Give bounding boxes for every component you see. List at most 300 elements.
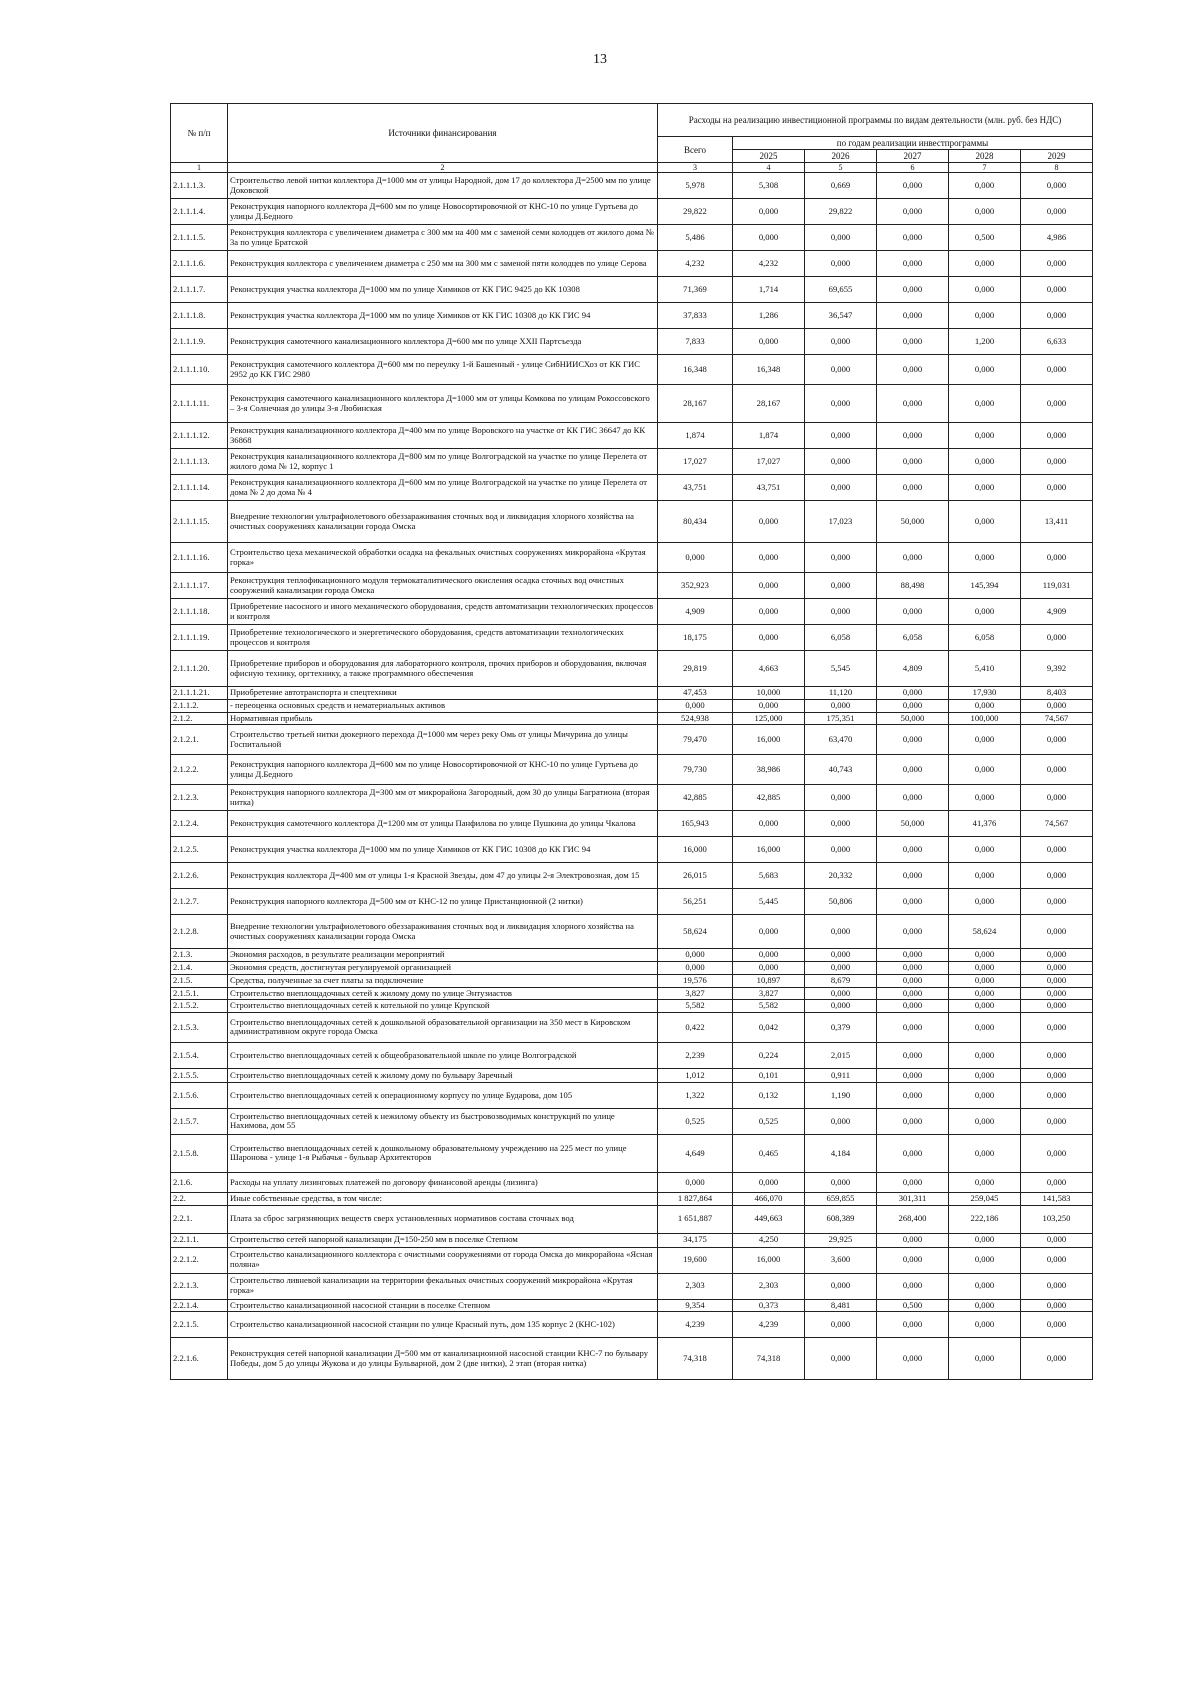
value-2025: 5,308	[733, 173, 805, 199]
value-2028: 100,000	[949, 712, 1021, 725]
financing-source: Реконструкция самотечного коллектора Д=1200 мм от улицы Панфилова по улице Пушкина до улицы Чкалова	[228, 811, 658, 837]
value-2028: 0,000	[949, 837, 1021, 863]
value-2027: 0,000	[877, 423, 949, 449]
row-number: 2.1.5.3.	[171, 1012, 228, 1042]
row-number: 2.1.5.	[171, 974, 228, 987]
column-index: 6	[877, 163, 949, 173]
value-2026: 8,481	[805, 1299, 877, 1312]
table-row	[171, 687, 1093, 700]
financing-source: Внедрение технологии ультрафиолетового обеззараживания сточных вод и ликвидация хлорного хозяйства на очистных сооружениях канализации города Омска	[228, 915, 658, 949]
value-2028: 0,000	[949, 1068, 1021, 1082]
value-2025: 4,663	[733, 651, 805, 687]
value-2027: 0,000	[877, 251, 949, 277]
value-2029: 0,000	[1021, 755, 1093, 785]
value-2027: 268,400	[877, 1205, 949, 1233]
value-2029: 0,000	[1021, 1299, 1093, 1312]
value-2026: 0,000	[805, 962, 877, 975]
table-row	[171, 987, 1093, 1000]
value-2027: 0,000	[877, 449, 949, 475]
value-2028: 17,930	[949, 687, 1021, 700]
table-row	[171, 1338, 1093, 1380]
value-2025: 17,027	[733, 449, 805, 475]
financing-source: Строительство внеплощадочных сетей к котельной по улице Крупской	[228, 1000, 658, 1013]
value-2025: 10,897	[733, 974, 805, 987]
value-2026: 0,000	[805, 1000, 877, 1013]
table-row	[171, 1172, 1093, 1192]
financing-source: Строительство левой нитки коллектора Д=1000 мм от улицы Народной, дом 17 до коллектора Д=2500 мм по улице Доковской	[228, 173, 658, 199]
total-value: 0,000	[658, 962, 733, 975]
table-row	[171, 251, 1093, 277]
value-2029: 0,000	[1021, 1012, 1093, 1042]
value-2028: 0,000	[949, 423, 1021, 449]
value-2028: 58,624	[949, 915, 1021, 949]
value-2027: 0,000	[877, 1172, 949, 1192]
row-number: 2.1.6.	[171, 1172, 228, 1192]
value-2027: 0,000	[877, 599, 949, 625]
table-row	[171, 385, 1093, 423]
value-2025: 0,132	[733, 1082, 805, 1108]
total-value: 5,486	[658, 225, 733, 251]
value-2025: 0,101	[733, 1068, 805, 1082]
value-2027: 0,000	[877, 687, 949, 700]
value-2029: 4,909	[1021, 599, 1093, 625]
year-header: 2027	[877, 150, 949, 163]
total-value: 37,833	[658, 303, 733, 329]
total-value: 79,470	[658, 725, 733, 755]
table-row	[171, 651, 1093, 687]
value-2028: 0,000	[949, 1108, 1021, 1134]
value-2029: 0,000	[1021, 700, 1093, 713]
financing-source: Реконструкция коллектора с увеличением диаметра с 300 мм на 400 мм с заменой семи колодцев от жилого дома № 3а по улице Братской	[228, 225, 658, 251]
table-header	[171, 104, 1093, 173]
value-2028: 0,000	[949, 1312, 1021, 1338]
value-2026: 20,332	[805, 863, 877, 889]
column-index: 3	[658, 163, 733, 173]
value-2029: 0,000	[1021, 1134, 1093, 1172]
years-group-header: по годам реализации инвестпрограммы	[733, 137, 1093, 150]
value-2029: 0,000	[1021, 889, 1093, 915]
value-2026: 4,184	[805, 1134, 877, 1172]
value-2025: 0,224	[733, 1042, 805, 1068]
total-value: 352,923	[658, 573, 733, 599]
table-row	[171, 625, 1093, 651]
value-2028: 6,058	[949, 625, 1021, 651]
table-row	[171, 1108, 1093, 1134]
value-2028: 5,410	[949, 651, 1021, 687]
value-2025: 28,167	[733, 385, 805, 423]
value-2026: 69,655	[805, 277, 877, 303]
value-2027: 50,000	[877, 501, 949, 543]
value-2026: 0,000	[805, 837, 877, 863]
total-value: 0,000	[658, 700, 733, 713]
row-number: 2.1.2.2.	[171, 755, 228, 785]
total-value: 4,232	[658, 251, 733, 277]
value-2028: 0,000	[949, 1247, 1021, 1273]
financing-source: Строительство внеплощадочных сетей к дошкольному образовательному учреждению на 225 мест по улице Шаронова - улице 1-я Рыбачья - бульвар Архитекторов	[228, 1134, 658, 1172]
value-2029: 0,000	[1021, 962, 1093, 975]
table-row	[171, 1312, 1093, 1338]
total-value: 1,012	[658, 1068, 733, 1082]
value-2026: 608,389	[805, 1205, 877, 1233]
financing-source: Реконструкция канализационного коллектора Д=400 мм по улице Воровского на участке от КК ГИС 36647 до КК 36868	[228, 423, 658, 449]
value-2029: 0,000	[1021, 355, 1093, 385]
table-row	[171, 449, 1093, 475]
value-2027: 0,000	[877, 1134, 949, 1172]
value-2027: 0,000	[877, 974, 949, 987]
financing-source: Средства, полученные за счет платы за подключение	[228, 974, 658, 987]
row-number: 2.1.2.1.	[171, 725, 228, 755]
table-row	[171, 1012, 1093, 1042]
value-2026: 29,822	[805, 199, 877, 225]
row-number: 2.1.1.1.21.	[171, 687, 228, 700]
table-row	[171, 355, 1093, 385]
total-value: 5,582	[658, 1000, 733, 1013]
table-row	[171, 329, 1093, 355]
total-value: 0,422	[658, 1012, 733, 1042]
row-number: 2.1.1.1.8.	[171, 303, 228, 329]
column-index: 2	[228, 163, 658, 173]
financing-source: Приобретение автотранспорта и спецтехники	[228, 687, 658, 700]
total-value: 28,167	[658, 385, 733, 423]
value-2028: 0,000	[949, 475, 1021, 501]
row-number: 2.1.5.5.	[171, 1068, 228, 1082]
financing-source: Строительство цеха механической обработки осадка на фекальных очистных сооружениях микрорайона «Крутая горка»	[228, 543, 658, 573]
value-2029: 0,000	[1021, 1247, 1093, 1273]
table-row	[171, 962, 1093, 975]
value-2028: 0,500	[949, 225, 1021, 251]
financing-source: Реконструкция коллектора с увеличением диаметра с 250 мм на 300 мм с заменой пяти колодцев по улице Серова	[228, 251, 658, 277]
value-2028: 0,000	[949, 1082, 1021, 1108]
financing-source: Реконструкция самотечного канализационного коллектора Д=600 мм по улице XXII Партсъезда	[228, 329, 658, 355]
value-2028: 0,000	[949, 543, 1021, 573]
value-2029: 0,000	[1021, 1312, 1093, 1338]
value-2026: 0,000	[805, 1312, 877, 1338]
value-2025: 0,525	[733, 1108, 805, 1134]
total-value: 80,434	[658, 501, 733, 543]
total-value: 71,369	[658, 277, 733, 303]
value-2029: 0,000	[1021, 1273, 1093, 1299]
financing-table	[170, 103, 1093, 1380]
value-2028: 1,200	[949, 329, 1021, 355]
total-column-header: Всего	[658, 137, 733, 163]
value-2028: 0,000	[949, 974, 1021, 987]
value-2027: 0,000	[877, 1068, 949, 1082]
row-number: 2.1.1.1.5.	[171, 225, 228, 251]
total-value: 29,819	[658, 651, 733, 687]
row-number: 2.1.1.1.13.	[171, 449, 228, 475]
value-2028: 0,000	[949, 199, 1021, 225]
financing-source: Реконструкция участка коллектора Д=1000 мм по улице Химиков от КК ГИС 10308 до КК ГИС 94	[228, 303, 658, 329]
table-row	[171, 949, 1093, 962]
value-2027: 0,000	[877, 889, 949, 915]
value-2026: 63,470	[805, 725, 877, 755]
value-2026: 50,806	[805, 889, 877, 915]
financing-source: Внедрение технологии ультрафиолетового обеззараживания сточных вод и ликвидация хлорного хозяйства на очистных сооружениях канализации города Омска	[228, 501, 658, 543]
table-row	[171, 1000, 1093, 1013]
table-row	[171, 700, 1093, 713]
financing-source: Реконструкция участка коллектора Д=1000 мм по улице Химиков от КК ГИС 10308 до КК ГИС 94	[228, 837, 658, 863]
value-2028: 0,000	[949, 277, 1021, 303]
total-value: 56,251	[658, 889, 733, 915]
value-2029: 0,000	[1021, 1338, 1093, 1380]
value-2029: 119,031	[1021, 573, 1093, 599]
value-2025: 0,000	[733, 501, 805, 543]
total-value: 4,239	[658, 1312, 733, 1338]
value-2025: 43,751	[733, 475, 805, 501]
financing-source: Строительство внеплощадочных сетей к дошкольной образовательной организации на 350 мест в Кировском административном округе города Омска	[228, 1012, 658, 1042]
total-value: 0,000	[658, 1172, 733, 1192]
value-2027: 0,000	[877, 303, 949, 329]
value-2029: 141,583	[1021, 1192, 1093, 1205]
financing-source: Реконструкция коллектора Д=400 мм от улицы 1-я Красной Звезды, дом 47 до улицы 2-я Электровозная, дом 15	[228, 863, 658, 889]
financing-source: Реконструкция самотечного коллектора Д=600 мм по переулку 1-й Башенный - улице СибНИИСХоз от КК ГИС 2952 до КК ГИС 2980	[228, 355, 658, 385]
financing-source: Нормативная прибыль	[228, 712, 658, 725]
total-value: 0,000	[658, 949, 733, 962]
financing-source: Реконструкция напорного коллектора Д=600 мм по улице Новосортировочной от КНС-10 по улице Гуртьева до улицы Д.Бедного	[228, 199, 658, 225]
value-2027: 0,000	[877, 1273, 949, 1299]
financing-source: Реконструкция самотечного канализационного коллектора Д=1000 мм от улицы Комкова по улицам Рокоссовского – 3-я Солнечная до улицы 3-я Любинская	[228, 385, 658, 423]
table-row	[171, 712, 1093, 725]
total-value: 5,978	[658, 173, 733, 199]
value-2026: 0,000	[805, 251, 877, 277]
value-2025: 1,286	[733, 303, 805, 329]
row-number: 2.1.1.1.19.	[171, 625, 228, 651]
financing-source: Строительство внеплощадочных сетей к общеобразовательной школе по улице Волгоградской	[228, 1042, 658, 1068]
table-row	[171, 1273, 1093, 1299]
value-2027: 0,000	[877, 277, 949, 303]
value-2028: 0,000	[949, 1012, 1021, 1042]
value-2029: 0,000	[1021, 725, 1093, 755]
table-row	[171, 501, 1093, 543]
value-2029: 0,000	[1021, 423, 1093, 449]
total-value: 4,649	[658, 1134, 733, 1172]
value-2027: 0,000	[877, 755, 949, 785]
value-2026: 6,058	[805, 625, 877, 651]
table-row	[171, 1299, 1093, 1312]
value-2028: 0,000	[949, 173, 1021, 199]
value-2026: 0,000	[805, 1338, 877, 1380]
value-2025: 16,000	[733, 725, 805, 755]
num-column-header: № п/п	[171, 104, 228, 163]
row-number: 2.1.1.1.10.	[171, 355, 228, 385]
value-2029: 13,411	[1021, 501, 1093, 543]
value-2027: 0,000	[877, 1233, 949, 1247]
value-2026: 0,669	[805, 173, 877, 199]
table-row	[171, 543, 1093, 573]
value-2026: 0,000	[805, 385, 877, 423]
row-number: 2.1.1.1.12.	[171, 423, 228, 449]
value-2026: 0,000	[805, 811, 877, 837]
value-2025: 3,827	[733, 987, 805, 1000]
row-number: 2.1.1.1.3.	[171, 173, 228, 199]
table-row	[171, 755, 1093, 785]
financing-source: Строительство канализационной насосной станции по улице Красный путь, дом 135 корпус 2 (КНС-102)	[228, 1312, 658, 1338]
row-number: 2.1.4.	[171, 962, 228, 975]
financing-source: Плата за сброс загрязняющих веществ сверх установленных нормативов состава сточных вод	[228, 1205, 658, 1233]
financing-source: Строительство ливневой канализации на территории фекальных очистных сооружений микрорайона «Крутая горка»	[228, 1273, 658, 1299]
value-2026: 1,190	[805, 1082, 877, 1108]
value-2026: 40,743	[805, 755, 877, 785]
value-2025: 0,373	[733, 1299, 805, 1312]
value-2029: 0,000	[1021, 987, 1093, 1000]
row-number: 2.1.1.1.16.	[171, 543, 228, 573]
row-number: 2.1.5.6.	[171, 1082, 228, 1108]
value-2025: 0,000	[733, 915, 805, 949]
value-2029: 0,000	[1021, 385, 1093, 423]
value-2028: 0,000	[949, 251, 1021, 277]
value-2025: 42,885	[733, 785, 805, 811]
value-2028: 0,000	[949, 303, 1021, 329]
value-2027: 50,000	[877, 712, 949, 725]
table-row	[171, 1247, 1093, 1273]
table-row	[171, 1082, 1093, 1108]
value-2027: 0,000	[877, 725, 949, 755]
value-2026: 659,855	[805, 1192, 877, 1205]
value-2025: 0,000	[733, 700, 805, 713]
value-2027: 0,000	[877, 173, 949, 199]
row-number: 2.1.5.7.	[171, 1108, 228, 1134]
row-number: 2.2.1.2.	[171, 1247, 228, 1273]
value-2025: 449,663	[733, 1205, 805, 1233]
value-2027: 0,000	[877, 915, 949, 949]
value-2025: 5,582	[733, 1000, 805, 1013]
value-2025: 0,000	[733, 543, 805, 573]
value-2026: 0,000	[805, 1108, 877, 1134]
value-2028: 0,000	[949, 863, 1021, 889]
value-2026: 0,000	[805, 329, 877, 355]
value-2026: 2,015	[805, 1042, 877, 1068]
table-row	[171, 225, 1093, 251]
total-value: 47,453	[658, 687, 733, 700]
value-2029: 0,000	[1021, 1108, 1093, 1134]
value-2026: 0,000	[805, 599, 877, 625]
total-value: 58,624	[658, 915, 733, 949]
value-2029: 0,000	[1021, 1042, 1093, 1068]
row-number: 2.1.1.1.7.	[171, 277, 228, 303]
value-2025: 74,318	[733, 1338, 805, 1380]
value-2026: 0,379	[805, 1012, 877, 1042]
value-2027: 0,000	[877, 1312, 949, 1338]
value-2028: 0,000	[949, 785, 1021, 811]
value-2027: 0,000	[877, 1108, 949, 1134]
row-number: 2.1.1.1.9.	[171, 329, 228, 355]
total-value: 3,827	[658, 987, 733, 1000]
row-number: 2.1.1.1.15.	[171, 501, 228, 543]
value-2026: 0,000	[805, 543, 877, 573]
value-2029: 0,000	[1021, 1082, 1093, 1108]
row-number: 2.1.1.1.20.	[171, 651, 228, 687]
value-2028: 0,000	[949, 962, 1021, 975]
value-2027: 0,000	[877, 837, 949, 863]
source-column-header: Источники финансирования	[228, 104, 658, 163]
table-row	[171, 1192, 1093, 1205]
table-row	[171, 199, 1093, 225]
row-number: 2.2.1.4.	[171, 1299, 228, 1312]
row-number: 2.1.2.5.	[171, 837, 228, 863]
value-2028: 0,000	[949, 1299, 1021, 1312]
value-2026: 11,120	[805, 687, 877, 700]
value-2027: 0,000	[877, 543, 949, 573]
total-value: 19,600	[658, 1247, 733, 1273]
value-2029: 0,000	[1021, 1000, 1093, 1013]
table-row	[171, 573, 1093, 599]
value-2029: 0,000	[1021, 449, 1093, 475]
column-index-row	[171, 163, 1093, 173]
value-2029: 8,403	[1021, 687, 1093, 700]
financing-source: Приобретение технологического и энергетического оборудования, средств автоматизации технологических процессов и контроля	[228, 625, 658, 651]
row-number: 2.1.1.2.	[171, 700, 228, 713]
value-2027: 0,000	[877, 962, 949, 975]
financing-source: Реконструкция напорного коллектора Д=500 мм от КНС-12 по улице Пристанционной (2 нитки)	[228, 889, 658, 915]
value-2027: 88,498	[877, 573, 949, 599]
value-2027: 0,000	[877, 475, 949, 501]
financing-source: Строительство внеплощадочных сетей к операционному корпусу по улице Бударова, дом 105	[228, 1082, 658, 1108]
table-row	[171, 1068, 1093, 1082]
table-row	[171, 303, 1093, 329]
total-value: 4,909	[658, 599, 733, 625]
row-number: 2.1.1.1.18.	[171, 599, 228, 625]
value-2027: 0,000	[877, 225, 949, 251]
value-2029: 4,986	[1021, 225, 1093, 251]
financing-source: Реконструкция канализационного коллектора Д=600 мм по улице Волгоградской на участке по улице Перелета от дома № 2 до дома № 4	[228, 475, 658, 501]
value-2025: 4,232	[733, 251, 805, 277]
value-2025: 0,000	[733, 949, 805, 962]
value-2026: 0,000	[805, 949, 877, 962]
value-2029: 74,567	[1021, 712, 1093, 725]
row-number: 2.1.2.7.	[171, 889, 228, 915]
value-2028: 0,000	[949, 501, 1021, 543]
value-2026: 0,911	[805, 1068, 877, 1082]
value-2029: 0,000	[1021, 1233, 1093, 1247]
table-row	[171, 173, 1093, 199]
value-2027: 0,000	[877, 1247, 949, 1273]
value-2026: 3,600	[805, 1247, 877, 1273]
row-number: 2.1.5.2.	[171, 1000, 228, 1013]
value-2025: 0,000	[733, 1172, 805, 1192]
value-2029: 0,000	[1021, 475, 1093, 501]
financing-source: Строительство внеплощадочных сетей к нежилому объекту из быстровозводимых конструкций по улице Нахимова, дом 55	[228, 1108, 658, 1134]
value-2028: 0,000	[949, 700, 1021, 713]
value-2026: 175,351	[805, 712, 877, 725]
row-number: 2.1.1.1.14.	[171, 475, 228, 501]
value-2026: 0,000	[805, 355, 877, 385]
financing-source: Иные собственные средства, в том числе:	[228, 1192, 658, 1205]
value-2029: 0,000	[1021, 625, 1093, 651]
row-number: 2.2.1.6.	[171, 1338, 228, 1380]
row-number: 2.1.1.1.11.	[171, 385, 228, 423]
value-2025: 0,042	[733, 1012, 805, 1042]
value-2025: 0,000	[733, 573, 805, 599]
table-row	[171, 1233, 1093, 1247]
value-2027: 0,000	[877, 1000, 949, 1013]
value-2026: 0,000	[805, 700, 877, 713]
value-2025: 38,986	[733, 755, 805, 785]
value-2029: 0,000	[1021, 303, 1093, 329]
table-row	[171, 785, 1093, 811]
value-2027: 0,000	[877, 385, 949, 423]
value-2027: 301,311	[877, 1192, 949, 1205]
value-2029: 9,392	[1021, 651, 1093, 687]
value-2028: 0,000	[949, 725, 1021, 755]
value-2025: 125,000	[733, 712, 805, 725]
value-2029: 0,000	[1021, 173, 1093, 199]
financing-source: Строительство канализационного коллектора с очистными сооружениями от города Омска до микрорайона «Ясная поляна»	[228, 1247, 658, 1273]
value-2025: 466,070	[733, 1192, 805, 1205]
total-value: 18,175	[658, 625, 733, 651]
value-2025: 1,714	[733, 277, 805, 303]
column-index: 1	[171, 163, 228, 173]
row-number: 2.1.2.6.	[171, 863, 228, 889]
